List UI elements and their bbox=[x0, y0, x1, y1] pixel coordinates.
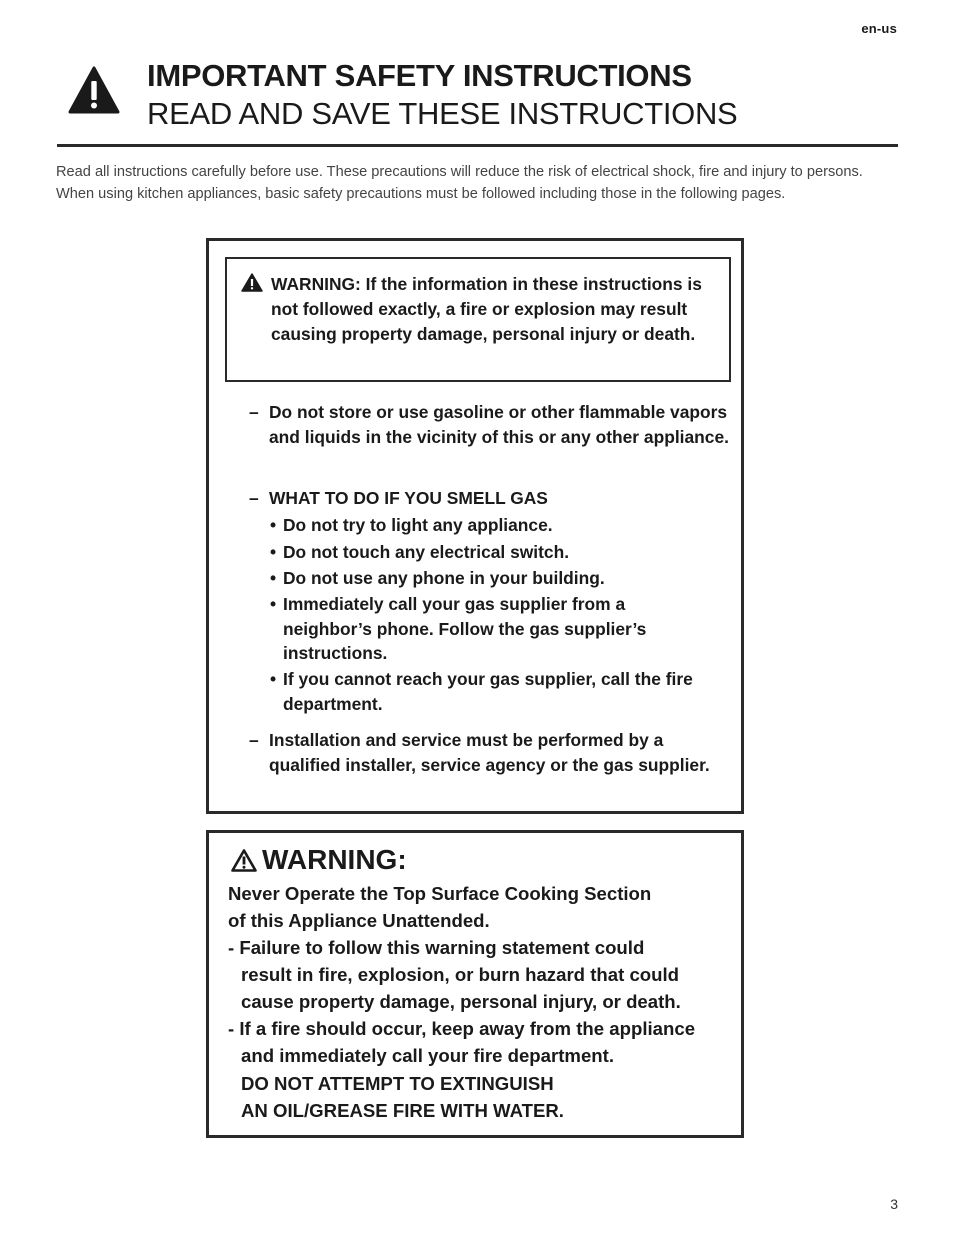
bullet-item: • Immediately call your gas supplier from a neighbor’s phone. Follow the gas supplier’s instructions. bbox=[270, 594, 647, 663]
bullet-text: Immediately call your gas supplier from a neighbor’s phone. Follow the gas supplier’s instructions. bbox=[283, 594, 647, 663]
warning-triangle-icon bbox=[241, 273, 263, 292]
list-item-text: Installation and service must be performed by a qualified installer, service agency or the gas supplier. bbox=[269, 730, 710, 775]
warning-line: AN OIL/GREASE FIRE WITH WATER. bbox=[241, 1100, 564, 1121]
warning-line: Never Operate the Top Surface Cooking Section bbox=[228, 883, 652, 904]
bullet-text: If you cannot reach your gas supplier, call the fire department. bbox=[283, 669, 693, 714]
warning-line: - If a fire should occur, keep away from the appliance bbox=[228, 1018, 696, 1039]
warning-line: - Failure to follow this warning statement could bbox=[228, 937, 645, 958]
warning-line: cause property damage, personal injury, or death. bbox=[241, 991, 681, 1012]
warning-line: and immediately call your fire department. bbox=[241, 1045, 615, 1066]
warning-label: WARNING: bbox=[262, 844, 407, 875]
warning-text: WARNING: If the information in these instructions is not followed exactly, a fire or explosion may result causing property damage, personal injury or death. bbox=[271, 274, 702, 344]
gas-warning-box bbox=[206, 238, 744, 814]
bullet-item: • Do not touch any electrical switch. bbox=[270, 542, 570, 562]
list-item: – Installation and service must be performed by a qualified installer, service agency or the gas supplier. bbox=[249, 730, 710, 775]
bullet-text: Do not touch any electrical switch. bbox=[283, 542, 570, 562]
list-item: – Do not store or use gasoline or other flammable vapors and liquids in the vicinity of this or any other appliance. bbox=[249, 402, 729, 447]
warning-line: DO NOT ATTEMPT TO EXTINGUISH bbox=[241, 1073, 554, 1094]
warning-triangle-icon bbox=[231, 849, 257, 872]
warning-line: result in fire, explosion, or burn hazard that could bbox=[241, 964, 680, 985]
bullet-item: • Do not use any phone in your building. bbox=[270, 568, 605, 588]
page-subtitle: READ AND SAVE THESE INSTRUCTIONS bbox=[147, 96, 738, 131]
locale-label: en-us bbox=[861, 21, 897, 36]
cooking-warning-box bbox=[206, 830, 744, 1138]
header-divider bbox=[57, 144, 898, 147]
fire-explosion-warning bbox=[225, 257, 731, 382]
page-title: IMPORTANT SAFETY INSTRUCTIONS bbox=[147, 58, 692, 93]
warning-line: of this Appliance Unattended. bbox=[228, 910, 490, 931]
intro-paragraph: Read all instructions carefully before use. These precautions will reduce the risk of electrical shock, fire and injury to persons. When using kitchen appliances, basic safety precautions must be followed including those in the following pages. bbox=[56, 164, 863, 202]
list-item-text: WHAT TO DO IF YOU SMELL GAS bbox=[269, 488, 548, 508]
bullet-text: Do not use any phone in your building. bbox=[283, 568, 605, 588]
bullet-item: • If you cannot reach your gas supplier, call the fire department. bbox=[270, 669, 693, 714]
page-heading bbox=[147, 57, 737, 133]
list-item: – WHAT TO DO IF YOU SMELL GAS bbox=[249, 488, 548, 508]
bullet-text: Do not try to light any appliance. bbox=[283, 515, 553, 535]
bullet-item: • Do not try to light any appliance. bbox=[270, 515, 553, 535]
warning-triangle-icon bbox=[68, 66, 120, 114]
list-item-text: Do not store or use gasoline or other flammable vapors and liquids in the vicinity of this or any other appliance. bbox=[269, 402, 729, 447]
page-number: 3 bbox=[890, 1196, 898, 1212]
